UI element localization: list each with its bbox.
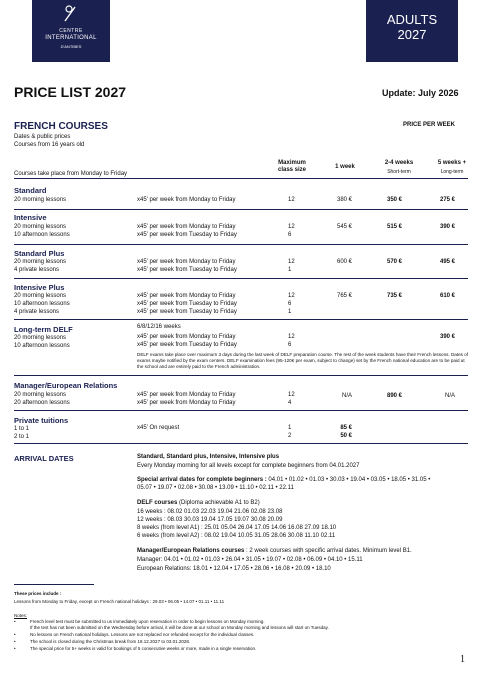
course-schedule: x45' per week from Tuesday to Friday: [137, 267, 237, 273]
course-name-standard-plus: Standard Plus: [14, 249, 65, 258]
footer-divider: [14, 584, 94, 585]
course-line: 4 private lessons: [14, 267, 60, 273]
course-line: 20 morning lessons: [14, 293, 67, 299]
adults-badge: [366, 0, 458, 62]
arrival-p2: [137, 476, 430, 484]
course-schedule: x45' per week from Tuesday to Friday: [137, 309, 237, 315]
note-item: No lessons on French national holidays. Lessons are not replaced nor refunded except for the individual classes.: [30, 632, 255, 637]
course-line: 10 afternoon lessons: [14, 343, 70, 349]
courses-intro: Courses take place from Monday to Friday: [14, 171, 128, 177]
course-schedule: x45' per week from Monday to Friday: [137, 392, 236, 398]
price-5-weeks: 495 €: [439, 259, 455, 265]
class-size: 2: [288, 433, 292, 439]
price-2-4-weeks: 570 €: [386, 259, 402, 265]
arrival-label: ARRIVAL DATES: [14, 454, 74, 463]
price-1-week: 765 €: [336, 293, 352, 299]
class-size: 6: [288, 232, 292, 238]
price-1-week: N/A: [341, 393, 352, 399]
row-divider: [14, 410, 468, 411]
course-line: 10 afternoon lessons: [14, 301, 70, 307]
row-divider: [14, 209, 468, 210]
arrival-p4-text: : 2 week courses with specific arrival dates. Minimum level B1.: [246, 548, 412, 554]
row-divider: [14, 443, 468, 444]
note-bullet: •: [14, 632, 16, 637]
section-title: FRENCH COURSES: [14, 121, 108, 132]
price-2-4-weeks: 515 €: [386, 224, 402, 230]
arrival-p2-title: Special arrival dates for complete beginners :: [137, 477, 267, 483]
logo-line2: INTERNATIONAL: [45, 35, 97, 41]
badge-line2: 2027: [397, 27, 427, 42]
course-schedule: x45' per week from Monday to Friday: [137, 334, 236, 340]
course-schedule: x45' per week from Monday to Friday: [137, 197, 236, 203]
course-schedule: 6/8/12/16 weeks: [137, 324, 181, 330]
course-line: 20 morning lessons: [14, 392, 67, 398]
note-item: The school is closed during the Christmas break from 18.12.2027 to 03.01.2028.: [30, 639, 191, 644]
course-name-delf: Long-term DELF: [14, 325, 73, 334]
class-size: 1: [288, 267, 292, 273]
class-size: 12: [288, 392, 295, 398]
course-name-standard: Standard: [14, 186, 47, 195]
course-schedule: x45' per week from Tuesday to Friday: [137, 301, 237, 307]
delf-dates-16: 16 weeks : 08.02 01.03 22.03 19.04 21.06 02.08 23.08: [137, 509, 283, 515]
price-1-week: 600 €: [336, 259, 352, 265]
class-size: 12: [288, 293, 295, 299]
price-2-4-weeks: 350 €: [386, 197, 402, 203]
includes-text: Lessons from Monday to Friday, except on French national holidays : 29.03 • 06.05 • 14.07 • 01.11 • 11.11: [14, 599, 225, 604]
arrival-p2-text1: 04.01 • 01.02 • 01.03 • 30.03 • 19.04 • 03.05 • 18.05 • 31.05 •: [268, 477, 431, 483]
private-price-2to1: 50 €: [340, 433, 352, 439]
arrival-p4: [137, 547, 412, 555]
note-bullet: •: [14, 646, 16, 651]
course-line: 1 to 1: [14, 426, 30, 432]
delf-note: DELF exams take place over maximum 3 days during the last week of DELF preparation course. The rest of the week students have their French lessons. Dates of exams maybe notified by the exam centers. DELF examination fees (95-120€ per exam, subject to change) set by the French national education are to be paid at the school and are entirely paid to the French administration.: [137, 352, 469, 369]
row-divider: [14, 278, 468, 279]
class-size: 12: [288, 334, 295, 340]
arrival-p1-text: Every Monday morning for all levels except for complete beginners from 04.01.2027: [137, 463, 360, 469]
arrival-p4-title: Manager/European Relations courses: [137, 548, 245, 554]
arrival-p3: [137, 499, 260, 507]
arrival-p3-title-sub: (Diploma achievable A1 to B2): [179, 500, 260, 506]
class-size: 1: [288, 425, 292, 431]
private-price-1to1: 85 €: [340, 425, 352, 431]
delf-dates-12: 12 weeks : 08.03 30.03 19.04 17.05 19.07 30.08 20.09: [137, 517, 283, 523]
notes-title: Notes:: [14, 613, 28, 618]
col-five-plus: 5 weeks +: [437, 160, 467, 166]
course-line: 2 to 1: [14, 434, 30, 440]
section-subtitle-2: Courses from 16 years old: [14, 142, 85, 148]
delf-dates-8: 8 weeks (from level A1) : 25.01 05.04 26.04 17.05 14.06 16.08 27.09 18.10: [137, 525, 337, 531]
european-dates: European Relations: 18.01 • 12.04 • 17.05 • 28.06 • 16.08 • 20.09 • 18.10: [137, 566, 331, 572]
course-schedule: x45' On request: [137, 425, 180, 431]
note-item: French level test must be submitted to us immediately upon reservation in order to begin lessons on Monday morning.: [30, 619, 265, 624]
price-5-weeks: 390 €: [439, 334, 455, 340]
delf-dates-6: 6 weeks (from level A2) : 08.02 19.04 10.05 31.05 28.06 30.08 11.10 02.11: [137, 533, 336, 539]
row-divider: [14, 375, 468, 376]
course-name-intensive: Intensive: [14, 213, 47, 222]
row-divider: [14, 319, 468, 320]
price-1-week: 380 €: [336, 197, 352, 203]
course-name-manager: Manager/European Relations: [14, 381, 118, 390]
course-schedule: x45' per week from Monday to Friday: [137, 400, 236, 406]
price-5-weeks: N/A: [444, 393, 455, 399]
class-size: 12: [288, 224, 295, 230]
price-1-week: 545 €: [336, 224, 352, 230]
arrival-p1-title: Standard, Standard plus, Intensive, Intensive plus: [137, 454, 280, 460]
col-two-four-sub: Short-term: [387, 169, 411, 175]
col-two-four: 2-4 weeks: [384, 160, 414, 166]
col-five-plus-sub: Long-term: [440, 169, 464, 175]
course-line: 20 morning lessons: [14, 197, 67, 203]
update-date: Update: July 2026: [382, 88, 459, 98]
note-bullet: •: [14, 639, 16, 644]
row-divider: [14, 244, 468, 245]
header-divider: [14, 178, 468, 179]
manager-dates: Manager: 04.01 • 01.02 • 01.03 • 26.04 • 31.05 • 19.07 • 02.08 • 06.09 • 04.10 • 15.11: [137, 557, 363, 563]
arrival-p3-title: DELF courses: [137, 500, 178, 506]
logo: [32, 0, 110, 62]
class-size: 4: [288, 400, 292, 406]
class-size: 6: [288, 342, 292, 348]
note-item: The special price for 5+ weeks is valid for bookings of 5 consecutive weeks or more, made in a single reservation.: [30, 646, 257, 651]
course-schedule: x45' per week from Monday to Friday: [137, 293, 236, 299]
badge-line1: ADULTS: [386, 12, 438, 27]
course-line: 20 morning lessons: [14, 224, 67, 230]
course-name-private: Private tuitions: [14, 416, 69, 425]
course-line: 4 private lessons: [14, 309, 60, 315]
course-line: 20 afternoon lessons: [14, 400, 70, 406]
course-line: 20 morning lessons: [14, 335, 67, 341]
price-5-weeks: 610 €: [439, 293, 455, 299]
course-schedule: x45' per week from Tuesday to Friday: [137, 342, 237, 348]
price-2-4-weeks: 735 €: [386, 293, 402, 299]
page-number: 1: [460, 654, 465, 665]
note-item: If the test has not been submitted on the Wednesday before arrival, it will be done at our school on Monday morning and lessons will start on Tuesday.: [30, 625, 329, 630]
logo-line1: CENTRE: [59, 28, 83, 34]
class-size: 12: [288, 197, 295, 203]
class-size: 1: [288, 309, 292, 315]
class-size: 12: [288, 259, 295, 265]
col-max-class: Maximum class size: [277, 160, 307, 173]
arrival-p2-text2: 05.07 • 19.07 • 02.08 • 30.08 • 13.09 • 11.10 • 02.11 • 22.11: [137, 485, 294, 491]
course-name-intensive-plus: Intensive Plus: [14, 283, 65, 292]
class-size: 6: [288, 301, 292, 307]
course-schedule: x45' per week from Tuesday to Friday: [137, 232, 237, 238]
price-5-weeks: 390 €: [439, 224, 455, 230]
note-bullet: •: [14, 619, 16, 624]
price-5-weeks: 275 €: [439, 197, 455, 203]
page-title: PRICE LIST 2027: [14, 84, 127, 100]
price-per-week-label: PRICE PER WEEK: [403, 122, 456, 128]
course-line: 10 afternoon lessons: [14, 232, 70, 238]
col-one-week: 1 week: [335, 164, 355, 170]
logo-swirl-icon: [62, 5, 78, 23]
course-schedule: x45' per week from Monday to Friday: [137, 224, 236, 230]
price-2-4-weeks: 890 €: [386, 393, 402, 399]
logo-line3: D'ANTIBES: [60, 44, 82, 49]
course-schedule: x45' per week from Monday to Friday: [137, 259, 236, 265]
section-subtitle-1: Dates & public prices: [14, 134, 71, 140]
course-line: 20 morning lessons: [14, 259, 67, 265]
includes-title: These prices include :: [14, 591, 62, 596]
